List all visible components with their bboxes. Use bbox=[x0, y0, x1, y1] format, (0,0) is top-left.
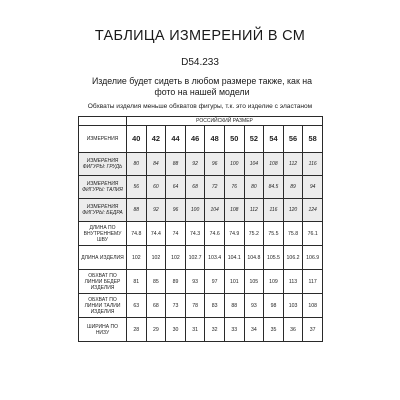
value-cell: 105.5 bbox=[264, 246, 284, 270]
value-cell: 102.7 bbox=[185, 246, 205, 270]
table-row bbox=[79, 294, 323, 318]
value-cell: 76.1 bbox=[303, 222, 323, 246]
value-cell: 105 bbox=[244, 270, 264, 294]
size-cell: 58 bbox=[303, 126, 323, 153]
table-row bbox=[79, 318, 323, 342]
value-cell: 93 bbox=[185, 270, 205, 294]
row-label: ОБХВАТ ПО ЛИНИИ БЕДЕР ИЗДЕЛИЯ bbox=[79, 270, 127, 294]
value-cell: 108 bbox=[264, 153, 284, 176]
value-cell: 60 bbox=[146, 176, 166, 199]
value-cell: 106.2 bbox=[283, 246, 303, 270]
value-cell: 74.8 bbox=[127, 222, 147, 246]
row-label: ИЗМЕРЕНИЯ ФИГУРЫ: ТАЛИЯ bbox=[79, 176, 127, 199]
russian-size-header: РОССИЙСКИЙ РАЗМЕР bbox=[127, 117, 323, 126]
value-cell: 33 bbox=[224, 318, 244, 342]
value-cell: 92 bbox=[146, 199, 166, 222]
value-cell: 78 bbox=[185, 294, 205, 318]
value-cell: 75.5 bbox=[264, 222, 284, 246]
value-cell: 112 bbox=[244, 199, 264, 222]
size-cell: 46 bbox=[185, 126, 205, 153]
row-label: ДЛИНА ИЗДЕЛИЯ bbox=[79, 246, 127, 270]
value-cell: 116 bbox=[303, 153, 323, 176]
value-cell: 74.9 bbox=[224, 222, 244, 246]
value-cell: 64 bbox=[166, 176, 186, 199]
value-cell: 102 bbox=[127, 246, 147, 270]
value-cell: 68 bbox=[146, 294, 166, 318]
value-cell: 75.8 bbox=[283, 222, 303, 246]
table-row bbox=[79, 153, 323, 176]
value-cell: 56 bbox=[127, 176, 147, 199]
page-title: ТАБЛИЦА ИЗМЕРЕНИЙ В СМ bbox=[94, 28, 306, 44]
size-cell: 50 bbox=[224, 126, 244, 153]
size-cell: 54 bbox=[264, 126, 284, 153]
value-cell: 104.1 bbox=[224, 246, 244, 270]
size-cell: 42 bbox=[146, 126, 166, 153]
size-cell: 48 bbox=[205, 126, 225, 153]
value-cell: 116 bbox=[264, 199, 284, 222]
value-cell: 106.9 bbox=[303, 246, 323, 270]
value-cell: 124 bbox=[303, 199, 323, 222]
value-cell: 108 bbox=[224, 199, 244, 222]
value-cell: 102 bbox=[166, 246, 186, 270]
value-cell: 36 bbox=[283, 318, 303, 342]
value-cell: 34 bbox=[244, 318, 264, 342]
value-cell: 73 bbox=[166, 294, 186, 318]
value-cell: 98 bbox=[264, 294, 284, 318]
value-cell: 100 bbox=[185, 199, 205, 222]
value-cell: 101 bbox=[224, 270, 244, 294]
value-cell: 35 bbox=[264, 318, 284, 342]
value-cell: 103.4 bbox=[205, 246, 225, 270]
value-cell: 117 bbox=[303, 270, 323, 294]
measurements-body bbox=[79, 153, 323, 342]
value-cell: 93 bbox=[244, 294, 264, 318]
value-cell: 32 bbox=[205, 318, 225, 342]
size-cell: 52 bbox=[244, 126, 264, 153]
value-cell: 89 bbox=[283, 176, 303, 199]
value-cell: 84 bbox=[146, 153, 166, 176]
product-code: D54.233 bbox=[181, 57, 219, 68]
value-cell: 88 bbox=[127, 199, 147, 222]
row-label: ИЗМЕРЕНИЯ ФИГУРЫ: БЕДРА bbox=[79, 199, 127, 222]
value-cell: 104 bbox=[244, 153, 264, 176]
value-cell: 104.8 bbox=[244, 246, 264, 270]
value-cell: 100 bbox=[224, 153, 244, 176]
table-corner-cell bbox=[79, 117, 127, 126]
value-cell: 80 bbox=[127, 153, 147, 176]
value-cell: 88 bbox=[166, 153, 186, 176]
value-cell: 92 bbox=[185, 153, 205, 176]
elastane-note: Обхваты изделия меньше обхватов фигуры, т.к. это изделие с эластаном bbox=[87, 103, 313, 110]
size-header-row bbox=[79, 126, 323, 153]
value-cell: 63 bbox=[127, 294, 147, 318]
table-row bbox=[79, 199, 323, 222]
fit-note: Изделие будет сидеть в любом размере также, как на фото на нашей модели bbox=[91, 76, 312, 97]
row-label: ДЛИНА ПО ВНУТРЕННЕМУ ШВУ bbox=[79, 222, 127, 246]
value-cell: 112 bbox=[283, 153, 303, 176]
value-cell: 80 bbox=[244, 176, 264, 199]
value-cell: 113 bbox=[283, 270, 303, 294]
size-cell: 40 bbox=[127, 126, 147, 153]
value-cell: 96 bbox=[166, 199, 186, 222]
value-cell: 74 bbox=[166, 222, 186, 246]
value-cell: 120 bbox=[283, 199, 303, 222]
size-cell: 44 bbox=[166, 126, 186, 153]
value-cell: 37 bbox=[303, 318, 323, 342]
value-cell: 89 bbox=[166, 270, 186, 294]
value-cell: 84.5 bbox=[264, 176, 284, 199]
value-cell: 109 bbox=[264, 270, 284, 294]
value-cell: 97 bbox=[205, 270, 225, 294]
value-cell: 28 bbox=[127, 318, 147, 342]
value-cell: 108 bbox=[303, 294, 323, 318]
value-cell: 74.4 bbox=[146, 222, 166, 246]
size-label-cell: ИЗМЕРЕНИЯ bbox=[79, 126, 127, 153]
size-cell: 56 bbox=[283, 126, 303, 153]
value-cell: 29 bbox=[146, 318, 166, 342]
value-cell: 74.6 bbox=[205, 222, 225, 246]
value-cell: 96 bbox=[205, 153, 225, 176]
table-super-header-row bbox=[79, 117, 323, 126]
table-row bbox=[79, 176, 323, 199]
value-cell: 72 bbox=[205, 176, 225, 199]
row-label: ОБХВАТ ПО ЛИНИИ ТАЛИИ ИЗДЕЛИЯ bbox=[79, 294, 127, 318]
value-cell: 85 bbox=[146, 270, 166, 294]
value-cell: 83 bbox=[205, 294, 225, 318]
value-cell: 30 bbox=[166, 318, 186, 342]
row-label: ИЗМЕРЕНИЯ ФИГУРЫ: ГРУДЬ bbox=[79, 153, 127, 176]
value-cell: 102 bbox=[146, 246, 166, 270]
value-cell: 76 bbox=[224, 176, 244, 199]
table-row bbox=[79, 270, 323, 294]
value-cell: 94 bbox=[303, 176, 323, 199]
value-cell: 74.3 bbox=[185, 222, 205, 246]
value-cell: 104 bbox=[205, 199, 225, 222]
value-cell: 68 bbox=[185, 176, 205, 199]
value-cell: 31 bbox=[185, 318, 205, 342]
value-cell: 88 bbox=[224, 294, 244, 318]
row-label: ШИРИНА ПО НИЗУ bbox=[79, 318, 127, 342]
table-row bbox=[79, 246, 323, 270]
value-cell: 75.2 bbox=[244, 222, 264, 246]
value-cell: 81 bbox=[127, 270, 147, 294]
table-row bbox=[79, 222, 323, 246]
size-chart-table bbox=[78, 116, 323, 342]
value-cell: 103 bbox=[283, 294, 303, 318]
